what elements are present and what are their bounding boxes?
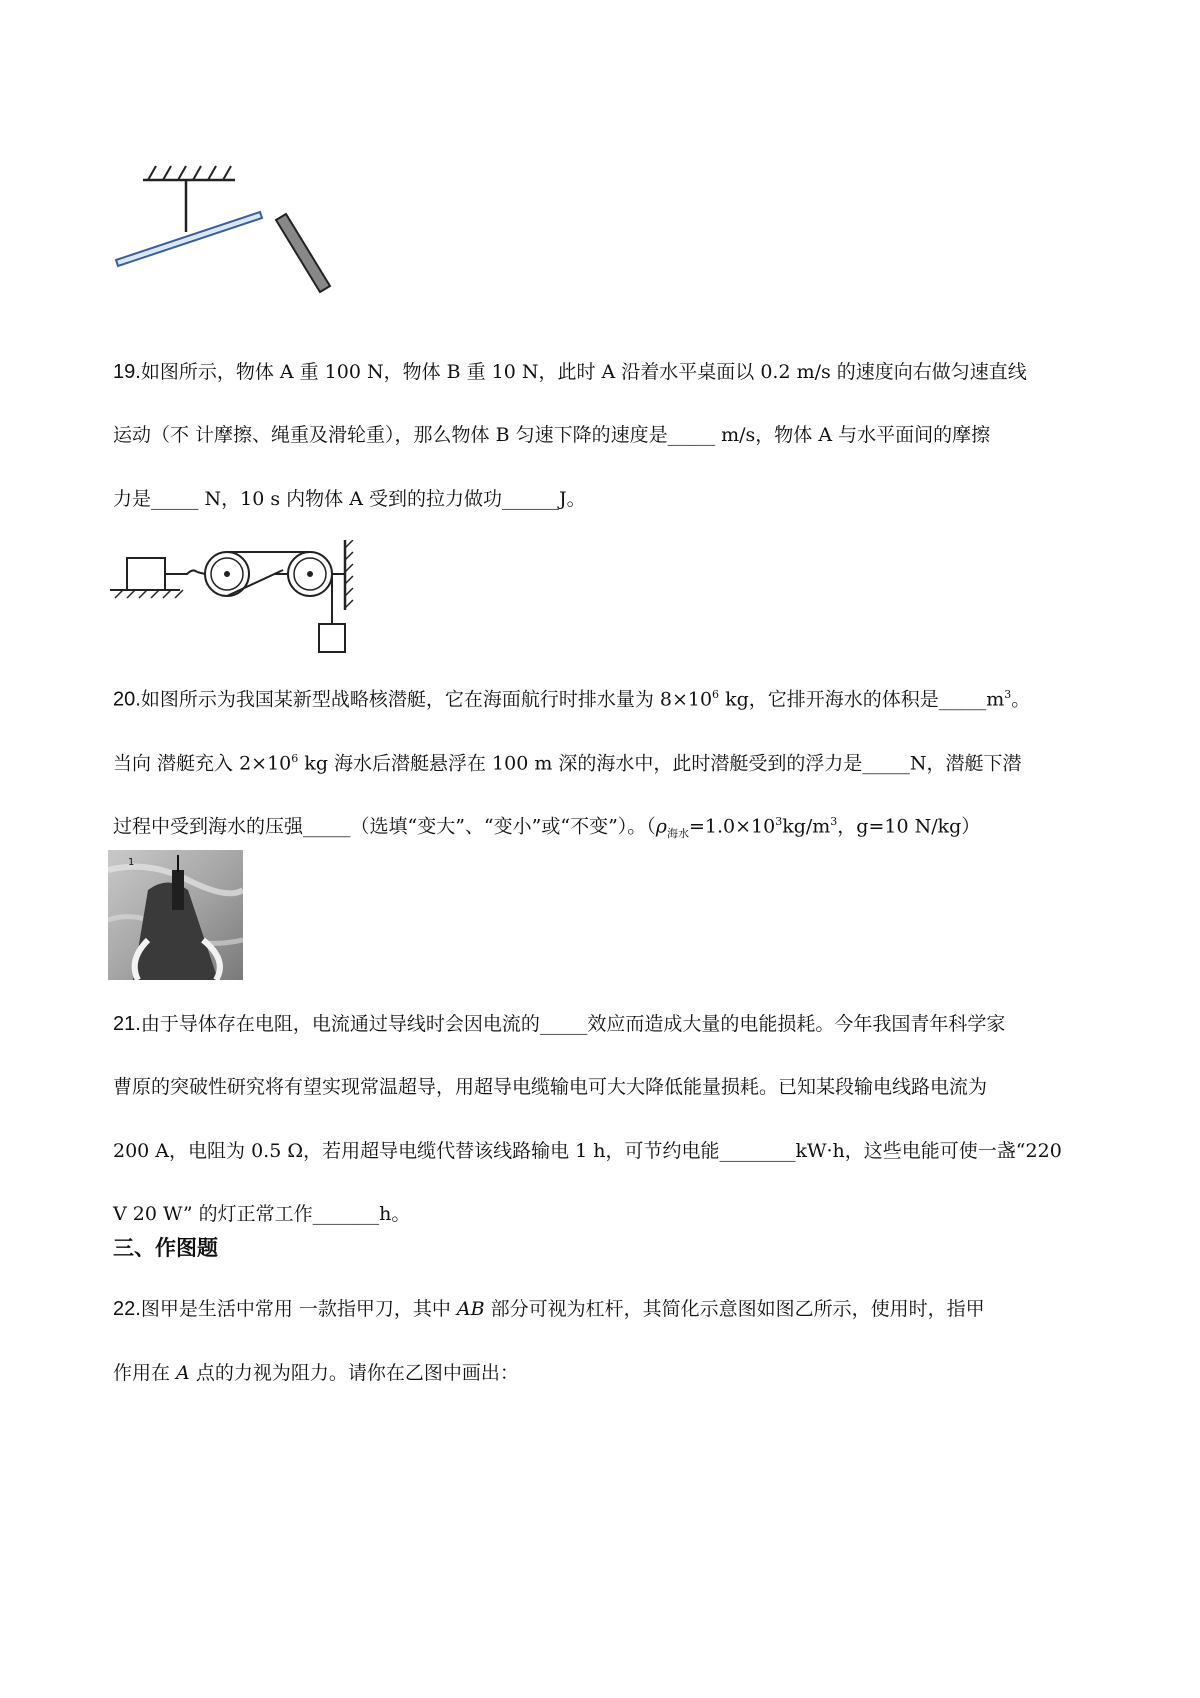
pulley-figure [105,540,385,660]
exponent: 6 [291,752,299,765]
question-text: 曹原的突破性研究将有望实现常温超导，用超导电缆输电可大大降低能量损耗。已知某段输电线路电流为 [113,1076,988,1098]
rho-symbol: ρ [655,815,667,838]
question-text: 力是_____ N，10 s 内物体 A 受到的拉力做功______J。 [113,488,586,510]
question-text: 过程中受到海水的压强_____（选填“变大”、“变小”或“不变”）。（ [113,815,656,838]
question-text: 如图所示为我国某新型战略核潜艇，它在海面航行时排水量为 8×10 [140,688,713,711]
question-text: =1.0×10 [688,815,776,838]
exponent: 3 [830,815,838,828]
mirror-figure [110,160,370,310]
submarine-photo [108,850,243,980]
photo-label: 1 [128,857,135,868]
question-text: 如图所示，物体 A 重 100 N，物体 B 重 10 N，此时 A 沿着水平桌面以 0.2 m/s 的速度向右做匀速直线 [140,361,1027,383]
exponent: 6 [712,688,720,701]
question-text: 。 [1011,688,1031,711]
question-text: kg，它排开海水的体积是_____m [719,688,1005,711]
question-text: kg 海水后潜艇悬浮在 100 m 深的海水中，此时潜艇受到的浮力是_____N，潜艇下潜 [298,752,1022,775]
question-text: 由于导体存在电阻，电流通过导线时会因电流的_____效应而造成大量的电能损耗。今年我国青年科学家 [140,1013,1006,1035]
question-number: 19. [113,361,141,383]
question-text: 点的力视为阻力。请你在乙图中画出： [189,1362,519,1384]
question-text: V 20 W” 的灯正常工作_______h。 [113,1203,411,1225]
question-text: 图甲是生活中常用 一款指甲刀，其中 [140,1298,457,1320]
block-a [127,558,165,590]
question-text: 作用在 [113,1362,177,1384]
italic-label: A [176,1362,190,1384]
question-number: 22. [113,1298,141,1320]
question-text: 当向 潜艇充入 2×10 [113,752,292,775]
exponent: 3 [775,815,783,828]
section-heading: 三、作图题 [113,1236,218,1260]
block-b [319,624,345,652]
question-number: 20. [113,688,141,711]
question-text: 200 A，电阻为 0.5 Ω，若用超导电缆代替该线路输电 1 h，可节约电能________kW·h，这些电能可使一盏“220 [113,1140,1062,1162]
question-text: 部分可视为杠杆，其简化示意图如图乙所示，使用时，指甲 [484,1298,985,1320]
question-text: kg/m [782,815,831,838]
subscript: 海水 [666,827,689,841]
question-number: 21. [113,1013,141,1035]
question-text: ，g=10 N/kg） [837,815,981,838]
exponent: 3 [1004,688,1012,701]
italic-label: AB [456,1298,485,1320]
question-text: 运动（不 计摩擦、绳重及滑轮重），那么物体 B 匀速下降的速度是_____ m/s，物体 A 与水平面间的摩擦 [113,424,991,446]
